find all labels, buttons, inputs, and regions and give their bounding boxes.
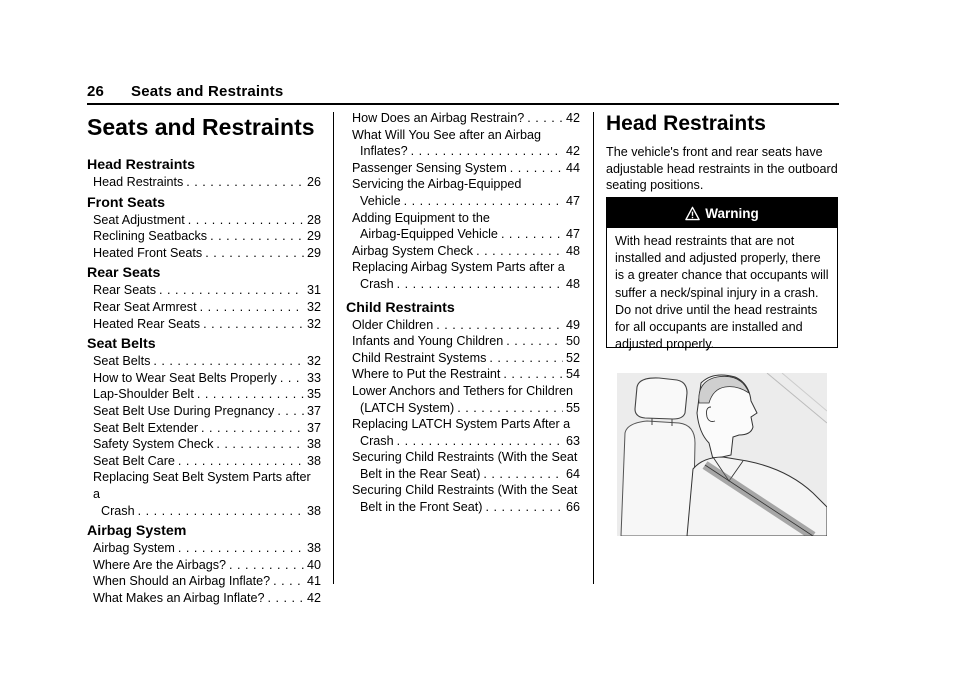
toc-page-number: 33: [306, 370, 321, 385]
dot-leader: [178, 453, 304, 470]
toc-entry-text: What Makes an Airbag Inflate?: [93, 590, 265, 605]
toc-entry-text: Seat Belt Care: [93, 453, 175, 468]
warning-label: Warning: [705, 205, 759, 221]
dot-leader: [210, 228, 304, 245]
dot-leader: [268, 590, 304, 607]
dot-leader: [200, 299, 304, 316]
toc-section: [346, 299, 580, 516]
dot-leader: [178, 540, 304, 557]
toc-entry[interactable]: [87, 370, 321, 387]
toc-column-2: [346, 110, 580, 519]
toc-section-title: Head Restraints: [87, 157, 196, 173]
dot-leader: [510, 160, 563, 177]
toc-entry-text: Adding Equipment to the: [352, 210, 490, 225]
toc-page-number: 38: [306, 503, 321, 518]
toc-entry-text: Rear Seat Armrest: [93, 299, 197, 314]
toc-entry-text-cont: Crash: [360, 276, 394, 291]
dot-leader: [159, 282, 304, 299]
toc-entries: [346, 317, 580, 516]
toc-entry[interactable]: [87, 573, 321, 590]
driver-head-restraint-illustration: [617, 373, 827, 536]
dot-leader: [457, 400, 563, 417]
toc-entry-text: Securing Child Restraints (With the Seat: [352, 450, 578, 465]
toc-entry[interactable]: [346, 160, 580, 177]
toc-entry-text: How to Wear Seat Belts Properly: [93, 370, 277, 385]
toc-entry-text: Airbag System Check: [352, 243, 474, 258]
toc-entry[interactable]: [346, 110, 580, 127]
toc-section-title: Rear Seats: [87, 265, 161, 282]
dot-leader: [188, 212, 304, 229]
toc-page-number: 63: [565, 433, 580, 448]
toc-entry[interactable]: [346, 259, 580, 292]
dot-leader: [436, 317, 563, 334]
toc-entry[interactable]: [87, 174, 321, 191]
toc-page-number: 48: [565, 243, 580, 258]
toc-page-number: 41: [306, 574, 321, 589]
toc-entry[interactable]: [346, 127, 580, 160]
dot-leader: [397, 276, 563, 293]
toc-entry[interactable]: [87, 540, 321, 557]
toc-page-number: 31: [306, 283, 321, 298]
toc-entry-text: Where Are the Airbags?: [93, 557, 227, 572]
toc-entry-text: Heated Rear Seats: [93, 316, 201, 331]
dot-leader: [411, 143, 563, 160]
toc-entry[interactable]: [87, 212, 321, 229]
page-header: [87, 83, 283, 100]
dot-leader: [203, 316, 304, 333]
toc-entry-text-cont: Airbag-Equipped Vehicle: [360, 227, 498, 242]
toc-section-title: Child Restraints: [346, 299, 455, 316]
toc-section-title: Airbag System: [87, 523, 187, 540]
toc-entry-text-cont: Inflates?: [360, 144, 408, 159]
toc-entry-text: Airbag System: [93, 541, 175, 556]
toc-entry[interactable]: [87, 228, 321, 245]
toc-page-number: 48: [565, 276, 580, 291]
toc-section-title: Front Seats: [87, 194, 166, 211]
toc-entry-text-cont: Crash: [360, 433, 394, 448]
toc-section: [87, 522, 321, 606]
toc-entry[interactable]: [346, 416, 580, 449]
dot-leader: [404, 193, 563, 210]
toc-section: [87, 335, 321, 519]
page-number: 26: [87, 83, 105, 100]
toc-entry[interactable]: [346, 333, 580, 350]
toc-page-number: 52: [565, 350, 580, 365]
toc-page-number: 42: [565, 111, 580, 125]
dot-leader: [476, 243, 563, 260]
toc-page-number: 50: [565, 334, 580, 349]
toc-entry-text-cont: Belt in the Rear Seat): [360, 466, 481, 481]
toc-entry[interactable]: [87, 557, 321, 574]
toc-section: [87, 194, 321, 262]
dot-leader: [273, 573, 304, 590]
section-title: Head Restraints: [606, 112, 766, 135]
toc-entry[interactable]: [87, 386, 321, 403]
toc-entry-text: Passenger Sensing System: [352, 160, 507, 175]
dot-leader: [397, 433, 563, 450]
dot-leader: [277, 403, 304, 420]
dot-leader: [506, 333, 563, 350]
toc-page-number: 38: [306, 437, 321, 452]
toc-entry-text: Lower Anchors and Tethers for Children: [352, 383, 573, 398]
column-divider: [333, 112, 334, 584]
toc-sections: [87, 156, 321, 606]
dot-leader: [205, 245, 304, 262]
toc-page-number: 42: [306, 590, 321, 605]
toc-entry-text: Replacing Airbag System Parts after a: [352, 260, 565, 275]
toc-entry-text-cont: Crash: [101, 503, 135, 518]
toc-page-number: 42: [565, 144, 580, 159]
toc-page-number: 44: [565, 160, 580, 175]
warning-header: [607, 198, 837, 228]
dot-leader: [153, 353, 304, 370]
toc-page-number: 54: [565, 367, 580, 382]
toc-airbag-continued: [346, 110, 580, 293]
toc-page-number: 29: [306, 245, 321, 260]
toc-page-number: 29: [306, 229, 321, 244]
toc-entry-text: Servicing the Airbag-Equipped: [352, 177, 522, 192]
toc-entry[interactable]: [346, 350, 580, 367]
toc-page-number: 38: [306, 453, 321, 468]
toc-entry-text: Seat Belt Use During Pregnancy: [93, 403, 275, 418]
toc-entry[interactable]: [87, 353, 321, 370]
toc-page-number: 37: [306, 420, 321, 435]
header-rule: [87, 103, 839, 105]
toc-page-number: 55: [565, 400, 580, 415]
toc-entry[interactable]: [87, 299, 321, 316]
toc-column-1: [87, 112, 321, 609]
toc-entry-text: Reclining Seatbacks: [93, 229, 208, 244]
header-title: Seats and Restraints: [131, 83, 284, 100]
dot-leader: [503, 366, 563, 383]
dot-leader: [216, 436, 304, 453]
toc-entry-text-cont: Vehicle: [360, 193, 401, 208]
toc-page-number: 32: [306, 354, 321, 369]
toc-entry[interactable]: [87, 282, 321, 299]
toc-section-title: Seat Belts: [87, 336, 156, 353]
toc-entry-text: Replacing LATCH System Parts After a: [352, 417, 571, 432]
dot-leader: [138, 503, 304, 520]
dot-leader: [197, 386, 304, 403]
toc-entry-text: Seat Belts: [93, 354, 151, 369]
toc-entry-text: Seat Adjustment: [93, 212, 185, 227]
toc-page-number: 26: [306, 175, 321, 189]
dot-leader: [489, 350, 563, 367]
toc-page-number: 40: [306, 557, 321, 572]
dot-leader: [527, 110, 563, 127]
toc-entry[interactable]: [87, 436, 321, 453]
toc-entry-text: Replacing Seat Belt System Parts after a: [93, 470, 311, 501]
dot-leader: [501, 226, 563, 243]
toc-entry-text: Heated Front Seats: [93, 245, 203, 260]
toc-entry[interactable]: [87, 245, 321, 262]
toc-entry[interactable]: [346, 317, 580, 334]
toc-page-number: 38: [306, 541, 321, 556]
dot-leader: [280, 370, 304, 387]
section-body: The vehicle's front and rear seats have adjustable head restraints in the outboard seating positions.: [606, 145, 838, 193]
toc-page-number: 32: [306, 316, 321, 331]
toc-entry[interactable]: [87, 453, 321, 470]
toc-page-number: 32: [306, 299, 321, 314]
toc-page-number: 47: [565, 193, 580, 208]
toc-entry[interactable]: [346, 383, 580, 416]
toc-entry[interactable]: [87, 469, 321, 519]
toc-entry-text: Where to Put the Restraint: [352, 367, 501, 382]
toc-entry[interactable]: [87, 590, 321, 607]
toc-entry-text: Safety System Check: [93, 437, 214, 452]
toc-section: [87, 156, 321, 191]
toc-entry-text: What Will You See after an Airbag: [352, 127, 542, 142]
toc-entry-text: How Does an Airbag Restrain?: [352, 111, 525, 125]
toc-entry-text: Head Restraints: [93, 175, 184, 189]
toc-entry[interactable]: [346, 176, 580, 209]
toc-section: [87, 264, 321, 332]
toc-page-number: 28: [306, 212, 321, 227]
column-divider: [593, 112, 594, 584]
warning-triangle-icon: [685, 206, 700, 221]
toc-entry-text: Older Children: [352, 317, 434, 332]
toc-entry[interactable]: [87, 403, 321, 420]
toc-entry-text-cont: (LATCH System): [360, 400, 455, 415]
toc-page-number: 47: [565, 227, 580, 242]
toc-entry-text: Lap-Shoulder Belt: [93, 387, 194, 402]
warning-box: [606, 197, 838, 352]
toc-entry[interactable]: [346, 366, 580, 383]
toc-entry-text: Seat Belt Extender: [93, 420, 199, 435]
toc-entry-text: Rear Seats: [93, 283, 156, 298]
dot-leader: [486, 499, 563, 516]
toc-entry[interactable]: [346, 482, 580, 515]
toc-entry[interactable]: [346, 210, 580, 243]
dot-leader: [229, 557, 304, 574]
toc-page-number: 64: [565, 466, 580, 481]
warning-text: With head restraints that are not installed and adjusted properly, there is a greater chance that occupants will suffer a neck/spinal injury in a crash. Do not drive until the head restraints for all occupants are installed and adjusted properly.: [615, 234, 829, 352]
toc-entry-text: When Should an Airbag Inflate?: [93, 574, 271, 589]
toc-entry[interactable]: [346, 449, 580, 482]
toc-page-number: 37: [306, 403, 321, 418]
dot-leader: [483, 466, 563, 483]
toc-entry-text: Infants and Young Children: [352, 334, 504, 349]
dot-leader: [201, 420, 304, 437]
dot-leader: [186, 174, 304, 191]
toc-page-number: 49: [565, 317, 580, 332]
toc-page-number: 66: [565, 500, 580, 515]
toc-entry-text: Child Restraint Systems: [352, 350, 487, 365]
toc-entry[interactable]: [87, 316, 321, 333]
toc-entry[interactable]: [346, 243, 580, 260]
toc-entry-text-cont: Belt in the Front Seat): [360, 500, 483, 515]
chapter-title: Seats and Restraints: [87, 114, 315, 140]
toc-entry-text: Securing Child Restraints (With the Seat: [352, 483, 578, 498]
toc-entry[interactable]: [87, 420, 321, 437]
toc-page-number: 35: [306, 387, 321, 402]
head-restraints-section: [606, 112, 838, 194]
